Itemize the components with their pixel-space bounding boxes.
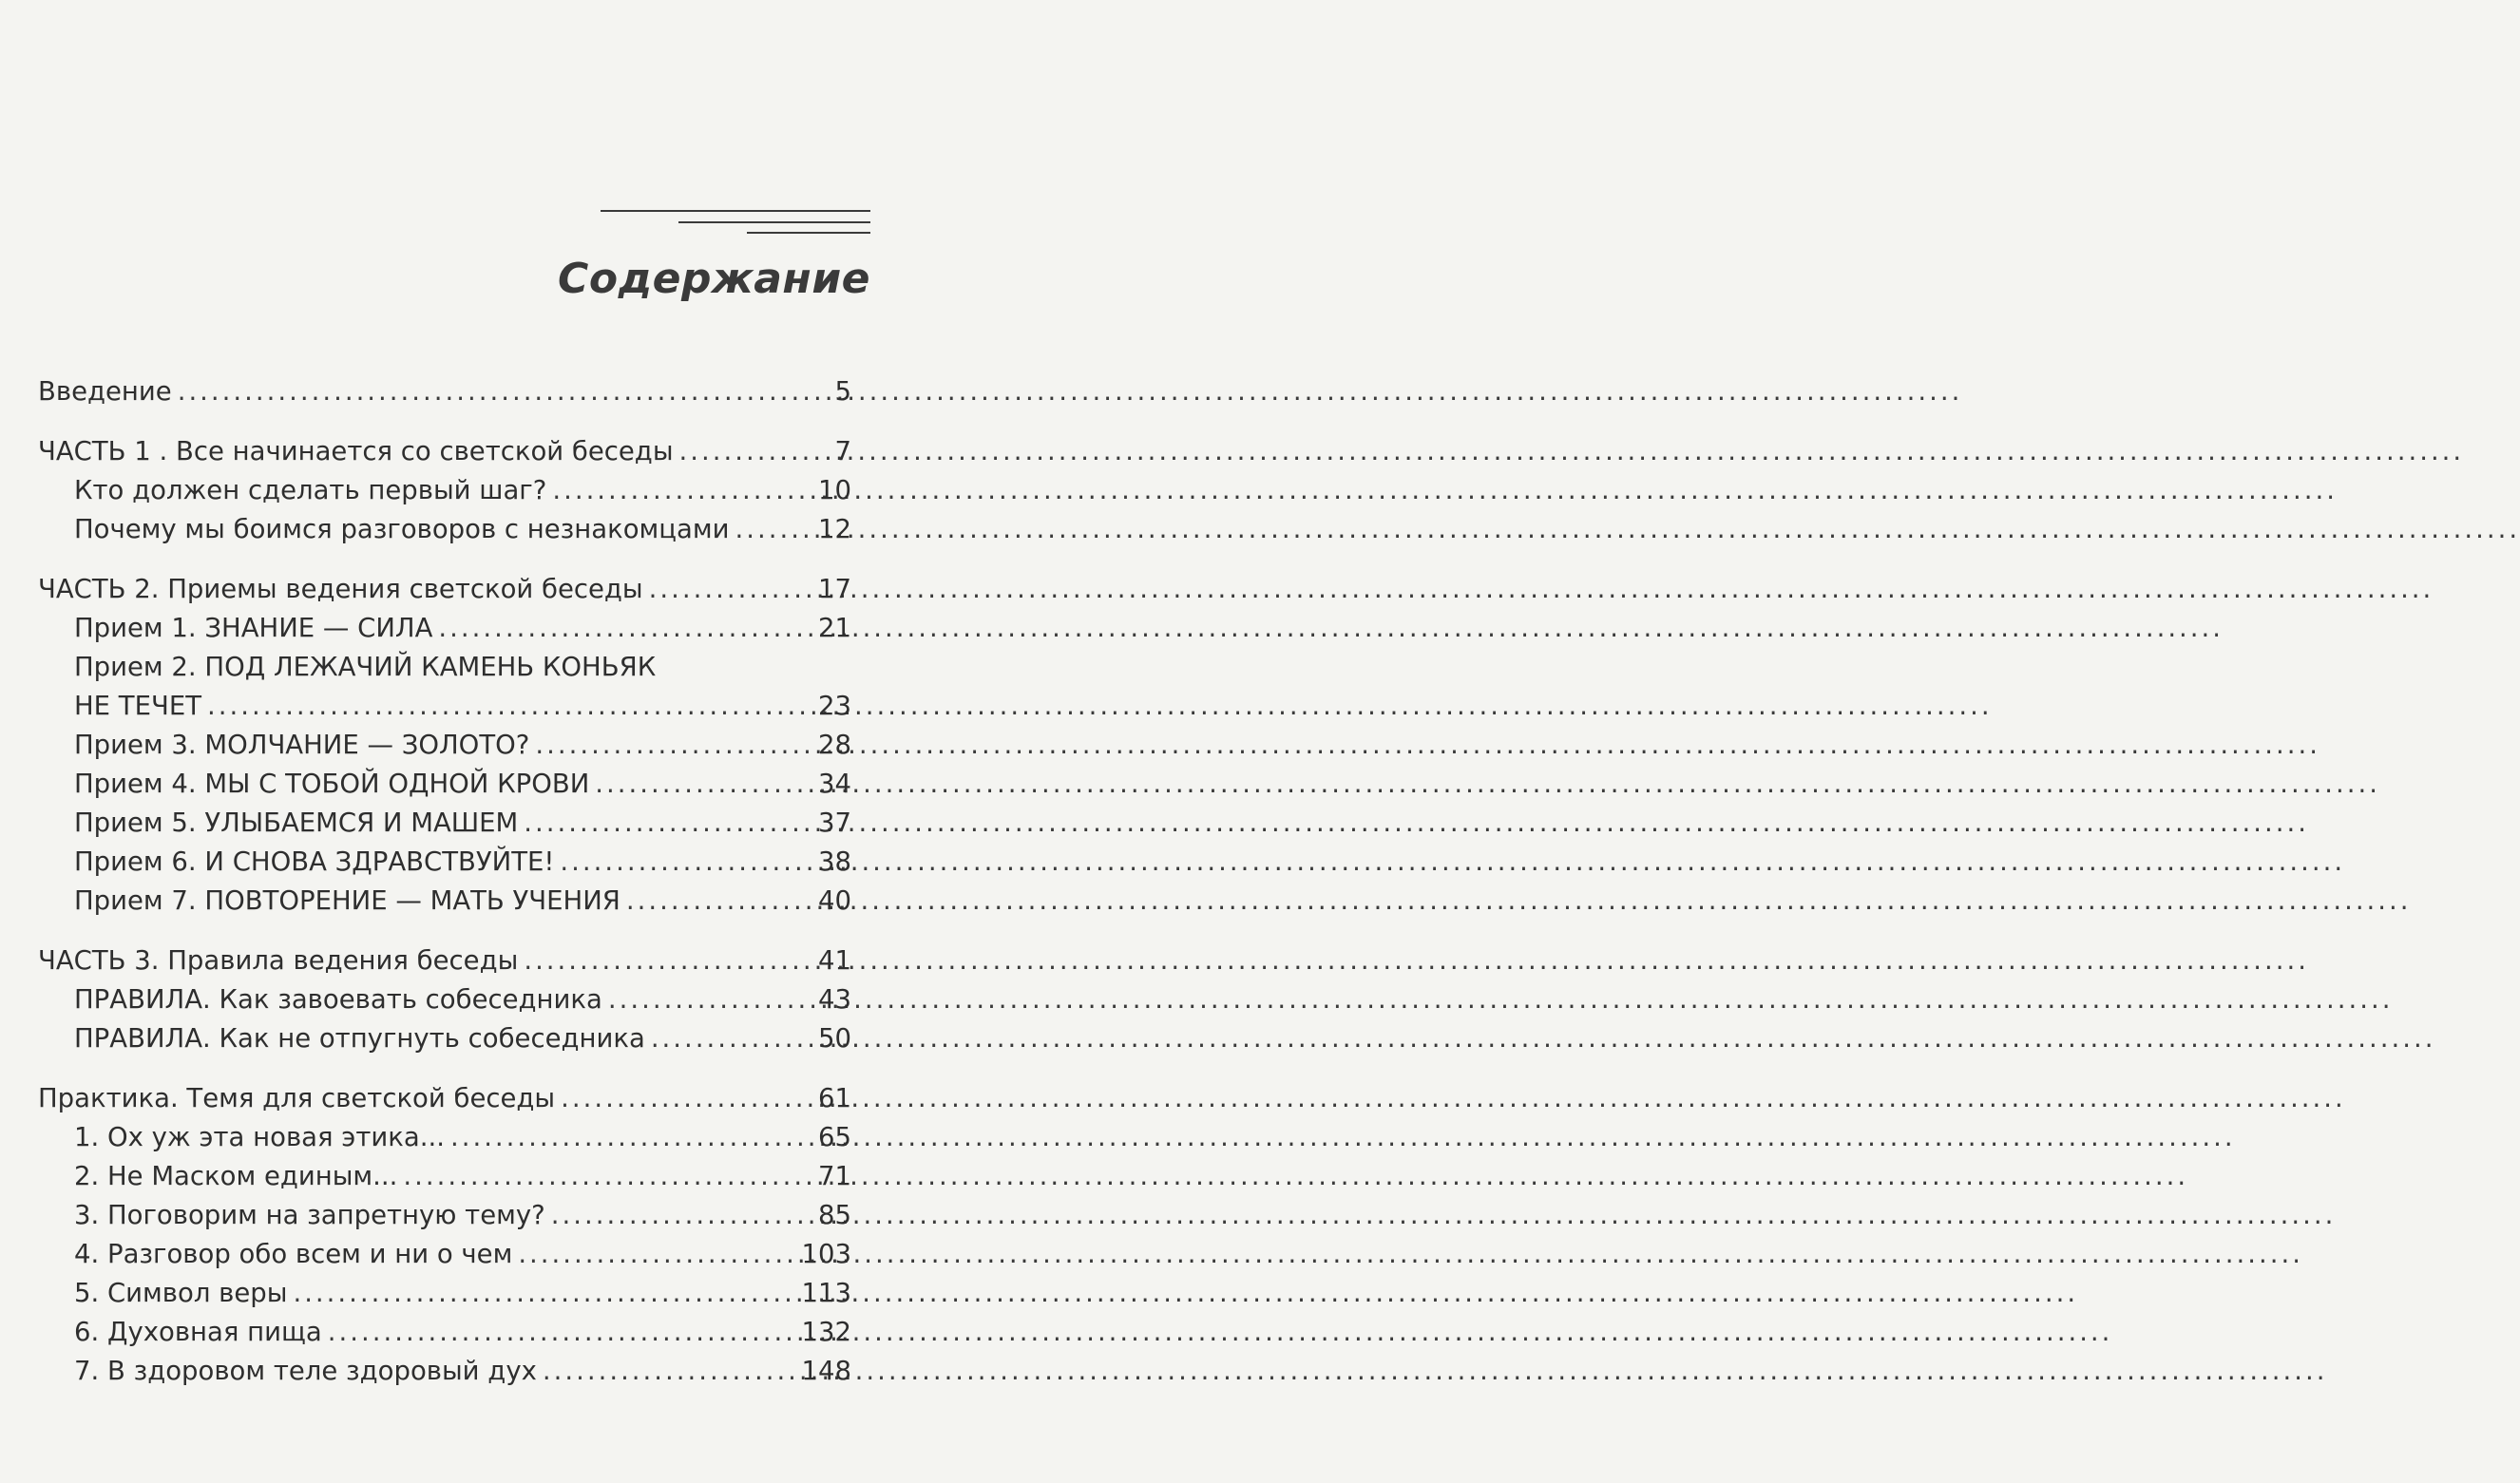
decorative-rule-long <box>601 210 870 212</box>
toc-entry-label: Прием 7. ПОВТОРЕНИЕ — МАТЬ УЧЕНИЯ <box>74 885 620 916</box>
toc-entry[interactable] <box>38 941 851 980</box>
toc-entry-page: 41 <box>818 945 851 976</box>
dot-leader <box>649 570 812 609</box>
toc-group-part-1 <box>38 432 851 549</box>
toc-subentry[interactable] <box>38 980 851 1019</box>
toc-entry-label: Практика. Темя для светской беседы <box>38 1083 556 1113</box>
toc-entry-page: 5 <box>834 376 851 407</box>
toc-entry-page: 103 <box>801 1239 851 1269</box>
toc-group-practice <box>38 1079 851 1391</box>
toc-group-introduction <box>38 372 851 411</box>
toc-subentry[interactable] <box>38 1313 851 1352</box>
toc-subentry[interactable] <box>38 609 851 648</box>
toc-entry-label: 2. Не Маском единым... <box>74 1161 398 1191</box>
dot-leader <box>178 372 819 411</box>
toc-subentry-continuation[interactable] <box>38 687 851 726</box>
toc-entry-page: 12 <box>818 514 851 544</box>
toc-entry-page: 17 <box>818 574 851 604</box>
dot-leader <box>595 765 812 804</box>
toc-entry-label: ПРАВИЛА. Как не отпугнуть собеседника <box>74 1023 645 1054</box>
dot-leader <box>403 1157 812 1196</box>
toc-entry-label: Почему мы боимся разговоров с незнакомцами <box>74 514 730 544</box>
dot-leader <box>518 1235 795 1274</box>
toc-entry-page: 28 <box>818 730 851 760</box>
dot-leader <box>450 1118 812 1157</box>
toc-entry[interactable] <box>38 1079 851 1118</box>
toc-entry-label: Прием 1. ЗНАНИЕ — СИЛА <box>74 613 433 643</box>
dot-leader <box>560 843 812 882</box>
toc-entry-label: 3. Поговорим на запретную тему? <box>74 1200 545 1230</box>
decorative-rule-short <box>747 232 870 234</box>
toc-group-part-2 <box>38 570 851 921</box>
toc-entry[interactable] <box>38 372 851 411</box>
dot-leader <box>535 726 812 765</box>
toc-entry-label: ПРАВИЛА. Как завоевать собеседника <box>74 984 602 1015</box>
toc-subentry[interactable] <box>38 882 851 921</box>
toc-entry-page: 65 <box>818 1122 851 1152</box>
toc-entry-page: 37 <box>818 808 851 838</box>
dot-leader <box>328 1313 796 1352</box>
dot-leader <box>626 882 812 921</box>
dot-leader <box>735 510 813 549</box>
toc-entry-page: 23 <box>818 691 851 721</box>
toc-entry-page: 132 <box>801 1317 851 1347</box>
toc-subentry[interactable] <box>38 804 851 843</box>
toc-entry-page: 7 <box>834 436 851 466</box>
toc-entry-label: 7. В здоровом теле здоровый дух <box>74 1356 537 1386</box>
toc-subentry[interactable] <box>38 765 851 804</box>
toc-subentry[interactable] <box>38 1274 851 1313</box>
toc-entry-page: 113 <box>801 1278 851 1308</box>
toc-entry-page: 148 <box>801 1356 851 1386</box>
toc-subentry[interactable] <box>38 1118 851 1157</box>
toc-entry-page: 50 <box>818 1023 851 1054</box>
toc-entry-label: Прием 5. УЛЫБАЕМСЯ И МАШЕМ <box>74 808 519 838</box>
toc-entry-label: Прием 3. МОЛЧАНИЕ — ЗОЛОТО? <box>74 730 530 760</box>
dot-leader <box>679 432 819 471</box>
toc-entry-label: ЧАСТЬ 3. Правила ведения беседы <box>38 945 519 976</box>
toc-entry[interactable] <box>38 570 851 609</box>
toc-subentry[interactable] <box>38 1235 851 1274</box>
toc-subentry[interactable] <box>38 510 851 549</box>
toc-entry-page: 71 <box>818 1161 851 1191</box>
toc-entry-page: 21 <box>818 613 851 643</box>
toc-group-part-3 <box>38 941 851 1058</box>
toc-entry-label: 5. Символ веры <box>74 1278 288 1308</box>
toc-subentry[interactable] <box>38 1352 851 1391</box>
toc-subentry[interactable] <box>38 843 851 882</box>
toc-subentry[interactable] <box>38 1196 851 1235</box>
toc-entry-page: 40 <box>818 885 851 916</box>
toc-entry[interactable] <box>38 432 851 471</box>
toc-subentry[interactable] <box>38 726 851 765</box>
toc-entry-page: 10 <box>818 475 851 505</box>
dot-leader <box>207 687 812 726</box>
toc-entry-page: 61 <box>818 1083 851 1113</box>
toc-entry-label: 6. Духовная пища <box>74 1317 322 1347</box>
dot-leader <box>293 1274 795 1313</box>
toc-subentry[interactable] <box>38 1019 851 1058</box>
toc-entry-page: 85 <box>818 1200 851 1230</box>
toc-entry-page: 38 <box>818 846 851 877</box>
page-title: Содержание <box>558 255 870 303</box>
dot-leader <box>524 941 812 980</box>
toc-entry-label: ЧАСТЬ 1 . Все начинается со светской беседы <box>38 436 674 466</box>
toc-entry-label: ЧАСТЬ 2. Приемы ведения светской беседы <box>38 574 643 604</box>
toc-entry-page: 43 <box>818 984 851 1015</box>
dot-leader <box>552 471 812 510</box>
toc-entry-label: Кто должен сделать первый шаг? <box>74 475 547 505</box>
toc-subentry-first-line[interactable] <box>38 648 851 687</box>
toc-subentry[interactable] <box>38 471 851 510</box>
toc-entry-label: 1. Ох уж эта новая этика... <box>74 1122 445 1152</box>
toc-entry-page: 34 <box>818 769 851 799</box>
toc-entry-label: Введение <box>38 376 172 407</box>
dot-leader <box>543 1352 796 1391</box>
dot-leader <box>438 609 812 648</box>
toc-entry-label: Прием 4. МЫ С ТОБОЙ ОДНОЙ КРОВИ <box>74 769 590 799</box>
toc-entry-label: Прием 6. И СНОВА ЗДРАВСТВУЙТЕ! <box>74 846 555 877</box>
toc-entry-label: 4. Разговор обо всем и ни о чем <box>74 1239 513 1269</box>
decorative-rule-medium <box>678 221 870 223</box>
toc-subentry[interactable] <box>38 1157 851 1196</box>
table-of-contents <box>38 372 851 1412</box>
dot-leader <box>608 980 812 1019</box>
dot-leader <box>524 804 812 843</box>
book-page <box>0 0 963 1483</box>
toc-entry-label: Прием 2. ПОД ЛЕЖАЧИЙ КАМЕНЬ КОНЬЯК <box>74 652 657 682</box>
dot-leader <box>551 1196 812 1235</box>
dot-leader <box>561 1079 812 1118</box>
toc-entry-label: НЕ ТЕЧЕТ <box>74 691 201 721</box>
dot-leader <box>651 1019 812 1058</box>
